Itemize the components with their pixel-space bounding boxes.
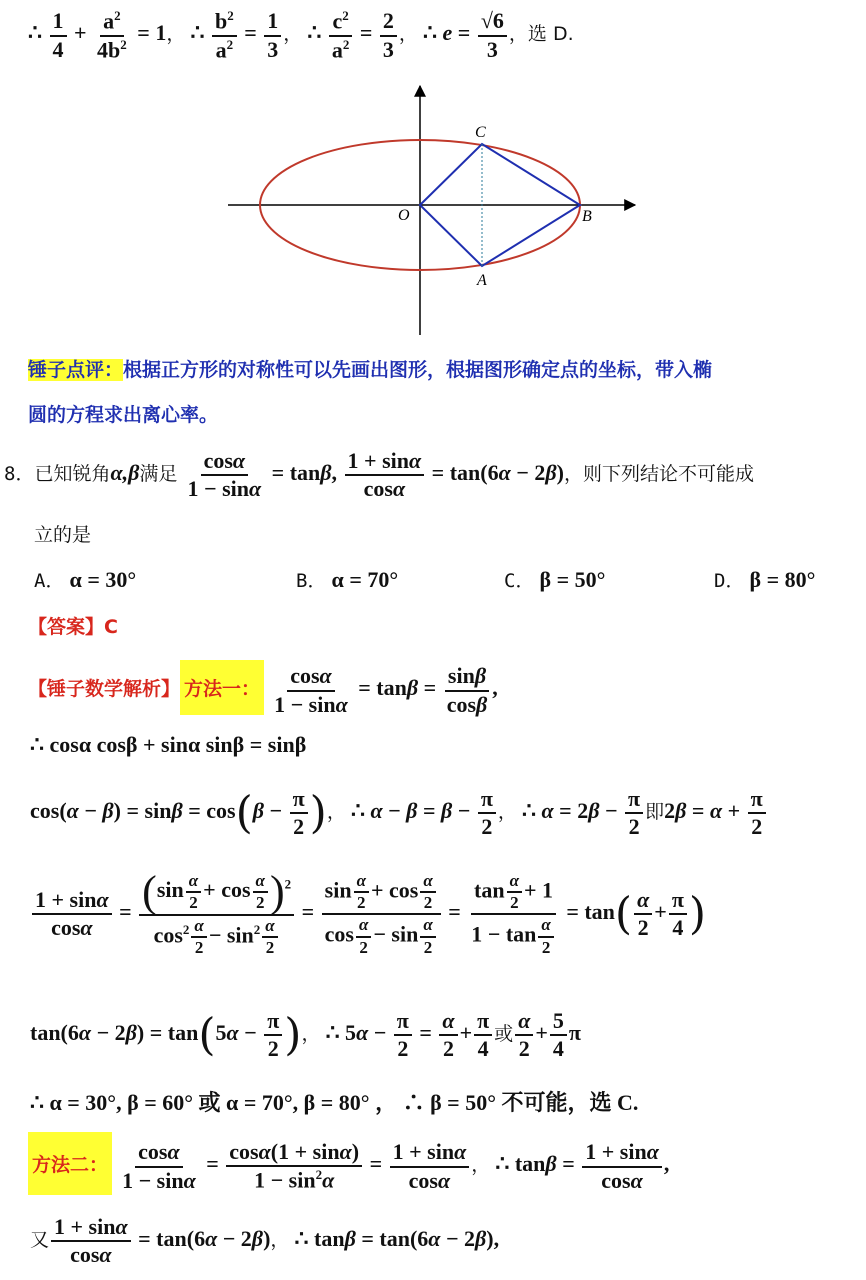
label-a: A xyxy=(477,272,487,289)
eccentricity-derivation: ∴ $\frac{1}{4}$ + $\frac{a^2}{4b^2}$ = 1， ∴ $\frac{b^2}{a^2}$ = $\frac{1}{3}$ ， ∴ $\frac{c^2}{a^2}$ = $\frac{2}{3}$ ， ∴ e = $\frac{√6}{3}$ ，选 D. xyxy=(28,8,574,63)
option-d: D． β = 80° xyxy=(714,567,816,592)
label-c: C xyxy=(475,124,486,141)
question-8-stem-cont: 立的是 xyxy=(34,524,92,546)
answer-line: 【答案】C xyxy=(28,616,118,638)
label-b: B xyxy=(582,208,592,225)
option-c: C． β = 50° xyxy=(504,567,606,592)
step-2: ∴ cosα cosβ + sinα sinβ = sinβ xyxy=(30,732,307,757)
option-b: B． α = 70° xyxy=(296,567,399,592)
comment-line-1: 锤子点评：根据正方形的对称性可以先画出图形，根据图形确定点的坐标，带入椭 xyxy=(28,359,713,381)
step-7: 方法二： $\frac{\cos\alpha}{1 - \sin\alpha}$ = $\frac{\cos\alpha(1 + \sin\alpha)}{1 - \sin^2\alpha}$ = $\frac{1 + \sin\alpha}{\cos\alpha}$ ， ∴ tanβ = $\frac{1 + \sin\alpha}{\cos\alpha}$ , xyxy=(28,1132,866,1195)
step-8: 又 $\frac{1 + \sin\alpha}{\cos\alpha}$ = tan(6α − 2β)， ∴ tanβ = tan(6α − 2β), xyxy=(30,1214,500,1268)
option-a: A． α = 30° xyxy=(34,567,137,592)
step-6: ∴ α = 30°, β = 60° 或 α = 70°, β = 80° ， ∴ β = 50° 不可能，选 C. xyxy=(30,1090,639,1115)
step-4: $\frac{1 + \sin\alpha}{\cos\alpha}$ = (sin $\frac{\alpha}{2}$ + cos $\frac{\alpha}{2}$ )$^2$ $\cos^2$ $\frac{\alpha}{2}$ − $\sin^2$ $\frac{\alpha}{2}$ = sin $\frac{\alpha}{2}$ + cos $\frac{\alpha}{2}$ cos $\frac{\alpha}{2}$ − sin $\frac{\alpha}{2}$ = tan $\frac{\alpha}{2}$ + 1 1 − tan $\frac{\alpha}{2}$ = tan( $\frac{\alpha}{2}$ + $\frac{\pi}{4}$ ) xyxy=(30,870,866,959)
analysis-header: 【锤子数学解析】 方法一： $\frac{\cos\alpha}{1 - \sin\alpha}$ = tanβ = $\frac{\sin\beta}{\cos\beta}$ , xyxy=(28,660,866,718)
ellipse-square-figure xyxy=(220,80,650,340)
label-o: O xyxy=(398,207,410,224)
comment-line-2: 圆的方程求出离心率。 xyxy=(28,404,219,426)
step-5: tan(6α − 2β) = tan(5α − $\frac{\pi}{2}$ )， ∴ 5α − $\frac{\pi}{2}$ = $\frac{\alpha}{2}$ + $\frac{\pi}{4}$ 或 $\frac{\alpha}{2}$ + $\frac{5}{4}$ π xyxy=(30,1008,581,1062)
question-8-stem: 8．已知锐角α,β满足 $\frac{\cos\alpha}{1 - \sin\alpha}$ = tanβ, $\frac{1 + \sin\alpha}{\cos\alpha}$ = tan(6α − 2β)，则下列结论不可能成 xyxy=(4,448,754,502)
step-3: cos(α − β) = sinβ = cos(β − $\frac{\pi}{2}$ )， ∴ α − β = β − $\frac{\pi}{2}$ ， ∴ α = 2β − $\frac{\pi}{2}$ 即2β = α + $\frac{\pi}{2}$ xyxy=(30,786,866,841)
